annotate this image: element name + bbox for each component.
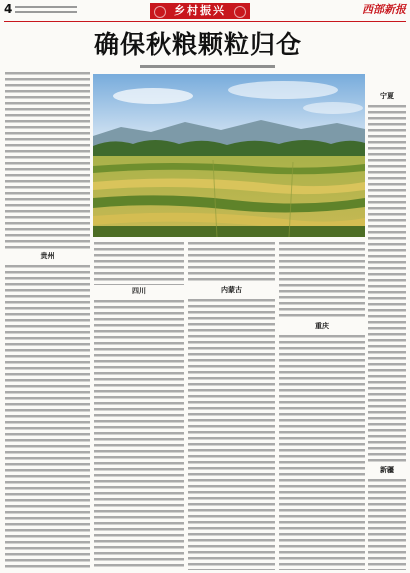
section-heading-guizhou: 贵州	[5, 251, 90, 262]
article-text-block	[188, 299, 275, 570]
section-banner: 乡村振兴	[150, 3, 250, 19]
header-divider	[4, 21, 406, 22]
article-text-block	[5, 265, 90, 570]
article-text-block	[279, 242, 365, 320]
article-text-block	[279, 335, 365, 570]
section-heading-xinjiang: 新疆	[368, 465, 406, 476]
article-text-block	[368, 479, 406, 570]
article-text-block	[94, 300, 184, 570]
page-headline: 确保秋粮颗粒归仓	[93, 30, 302, 59]
page-number: 4	[4, 2, 13, 16]
article-text-block	[188, 242, 275, 284]
section-heading-neimenggu: 内蒙古	[188, 285, 275, 296]
section-heading-ningxia: 宁夏	[368, 91, 406, 102]
section-heading-sichuan: 四川	[94, 286, 184, 297]
rice-field-photo	[93, 74, 365, 237]
article-text-block	[368, 105, 406, 463]
header-date-editor-line	[15, 6, 77, 15]
section-heading-chongqing: 重庆	[279, 321, 365, 332]
article-text-block	[5, 72, 90, 250]
byline	[140, 65, 275, 68]
article-text-block	[94, 242, 184, 285]
newspaper-logo: 西部新报	[362, 3, 406, 16]
landscape-image	[93, 74, 365, 237]
